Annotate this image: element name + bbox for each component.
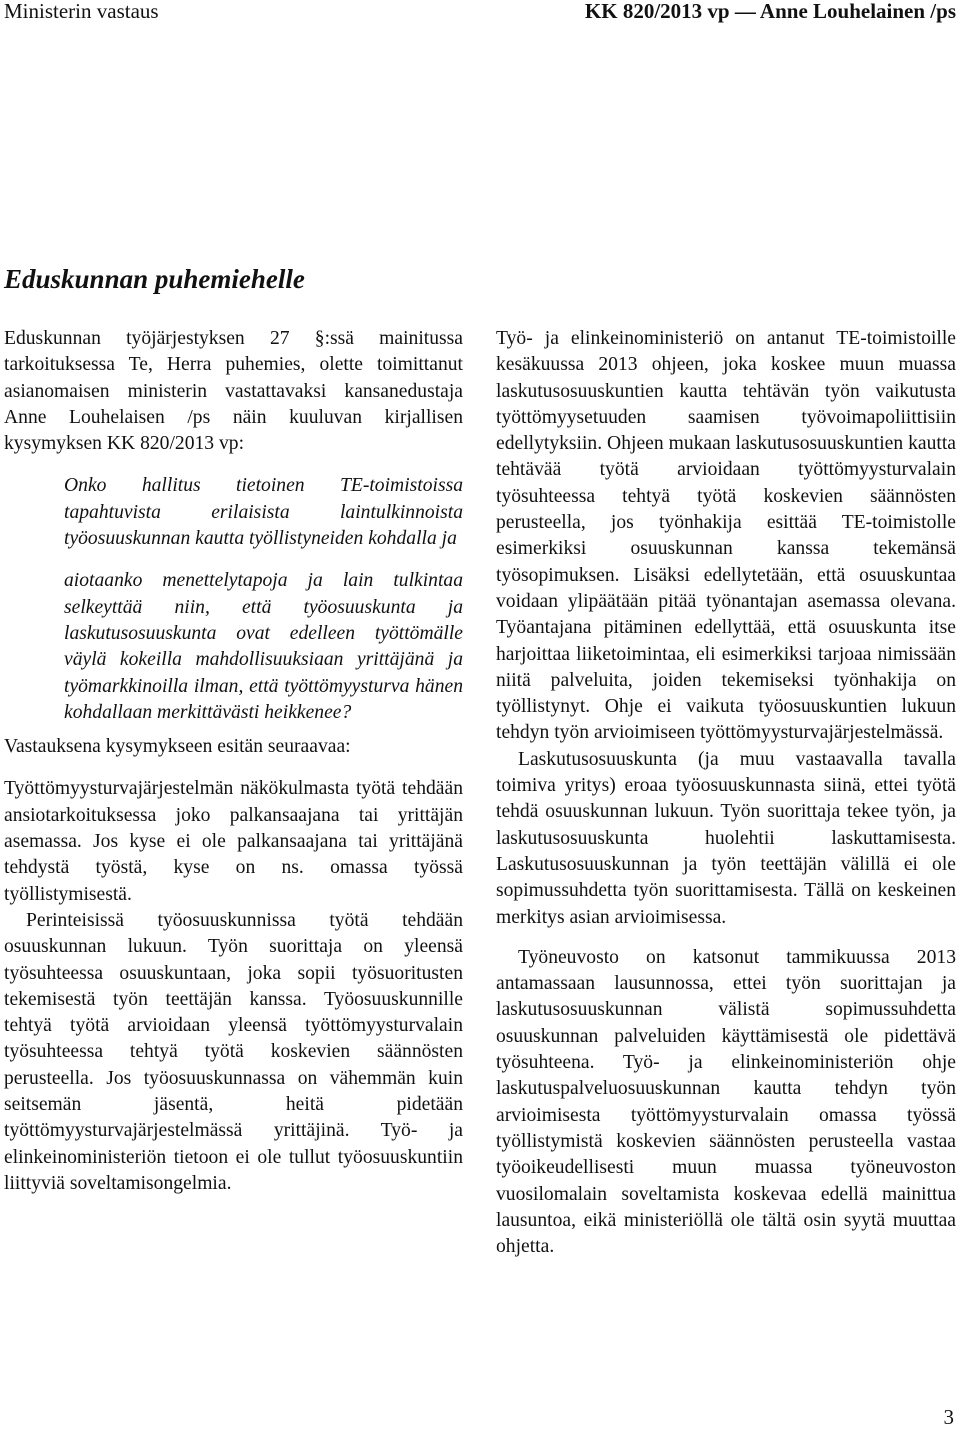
intro-paragraph: Eduskunnan työjärjestyksen 27 §:ssä mainitussa tarkoituksessa Te, Herra puhemies, olette toimittanut asianomaisen ministerin vastattavaksi kansanedustaja Anne Louhelaisen /ps näin kuuluvan kirjallisen kysymyksen KK 820/2013 vp: <box>4 328 463 455</box>
addressee-heading: Eduskunnan puhemiehelle <box>4 264 305 294</box>
answer-intro: Vastauksena kysymykseen esitän seuraavaa: <box>4 736 351 758</box>
running-header <box>4 0 956 28</box>
left-paragraph-1: Työttömyysturvajärjestelmän näkökulmasta työtä tehdään ansiotarkoituksessa joko palkansaajana tai yrittäjän asemassa. Jos kyse ei ole palkansaajana tai yrittäjänä tehdystä työstä, kyse on ns. omassa työssä työllistymisestä. <box>4 778 463 905</box>
left-paragraph-2: Perinteisissä työosuuskunnissa työtä tehdään osuuskunnan lukuun. Työn suorittaja on yleensä työsuhteessa osuuskuntaan, joka sopii työsuoritusten tekemisestä työn teettäjän kanssa. Työosuuskunnille tehtyä työtä arvioidaan yleensä työttömyysturvalain työsuhteessa tehtyä työtä koskevien säännösten perusteella. Jos työosuuskunnassa on vähemmän kuin seitsemän jäsentä, heitä pidetään työttömyysturvajärjestelmässä yrittäjinä. Työ- ja elinkeinoministeriön tietoon ei ole tullut työosuuskuntiin liittyviä soveltamisongelmia. <box>4 909 463 1194</box>
question-part-2: aiotaanko menettelytapoja ja lain tulkintaa selkeyttää niin, että työosuuskunta ja laskutusosuuskunta ovat edelleen työttömälle väylä kokeilla mahdollisuuksiaan yrittäjänä ja työmarkkinoilla ilman, että työttömyysturva hänen kohdallaan merkittävästi heikkenee? <box>64 570 463 723</box>
question-part-1: Onko hallitus tietoinen TE-toimistoissa tapahtuvista erilaisista laintulkinnoista työosuuskunnan kautta työllistyneiden kohdalla ja <box>64 475 463 550</box>
header-document-reference: KK 820/2013 vp — Anne Louhelainen /ps <box>584 0 956 23</box>
left-column <box>4 326 463 1197</box>
right-column <box>496 326 956 1260</box>
right-paragraph-1: Työ- ja elinkeinoministeriö on antanut TE-toimistoille kesäkuussa 2013 ohjeen, joka koskee muun muassa laskutusosuuskuntien kautta tehtävän työn vaikutusta työttömyysetuuden saamisen työvoimapoliittisiin edellytyksiin. Ohjeen mukaan laskutusosuuskuntien kautta tehtävää työtä arvioidaan työttömyysturvalain työsuhteessa tehtyä työtä koskevien säännösten perusteella, jos työnhakija esittää TE-toimistolle esimerkiksi osuuskunnan kanssa tekemänsä työsopimuksen. Lisäksi edellytetään, että osuuskuntaa voidaan ylipäätään pitää työnantajan asemassa olevana. Työantajana pitäminen edellyttää, että osuuskunta itse harjoittaa liiketoimintaa, eli esimerkiksi tarjoaa nimissään niitä palveluita, joiden tekemiseksi työnhakija on työllistynyt. Ohje ei vaikuta työosuuskuntien lukuun tehdyn työn arvioimiseen työttömyysturvajärjestelmässä. <box>496 328 956 744</box>
header-section-title: Ministerin vastaus <box>4 0 159 23</box>
right-paragraph-3: Työneuvosto on katsonut tammikuussa 2013 antamassaan lausunnossa, ettei työn suorittajan ja laskutusosuuskunnan välistä sopimussuhdetta osuuskunnan palveluiden käyttämisestä ole pidettävä työsuhteena. Työ- ja elinkeinoministeriön ohje laskutuspalveluosuuskunnan kautta tehdyn työn arvioimisesta työttömyysturvalain omassa työssä työllistymistä koskevien säännösten perusteella vastaa työoikeudellisesti muun muassa työneuvoston vuosilomalain soveltamista koskevaa edellä mainittua lausuntoa, eikä ministeriöllä ole tältä osin syytä muuttaa ohjetta. <box>496 946 956 1258</box>
page-number: 3 <box>943 1405 954 1429</box>
right-paragraph-2: Laskutusosuuskunta (ja muu vastaavalla tavalla toimiva yritys) eroaa työosuuskunnasta siinä, ettei työtä tehdä osuuskunnan lukuun. Työn suorittaja tekee työn, ja laskutusosuuskunta huolehtii laskuttamisesta. Laskutusosuuskunnan ja työn teettäjän välillä ei ole sopimussuhdetta työn suorittamisesta. Tällä on keskeinen merkitys asian arvioimisessa. <box>496 748 956 928</box>
